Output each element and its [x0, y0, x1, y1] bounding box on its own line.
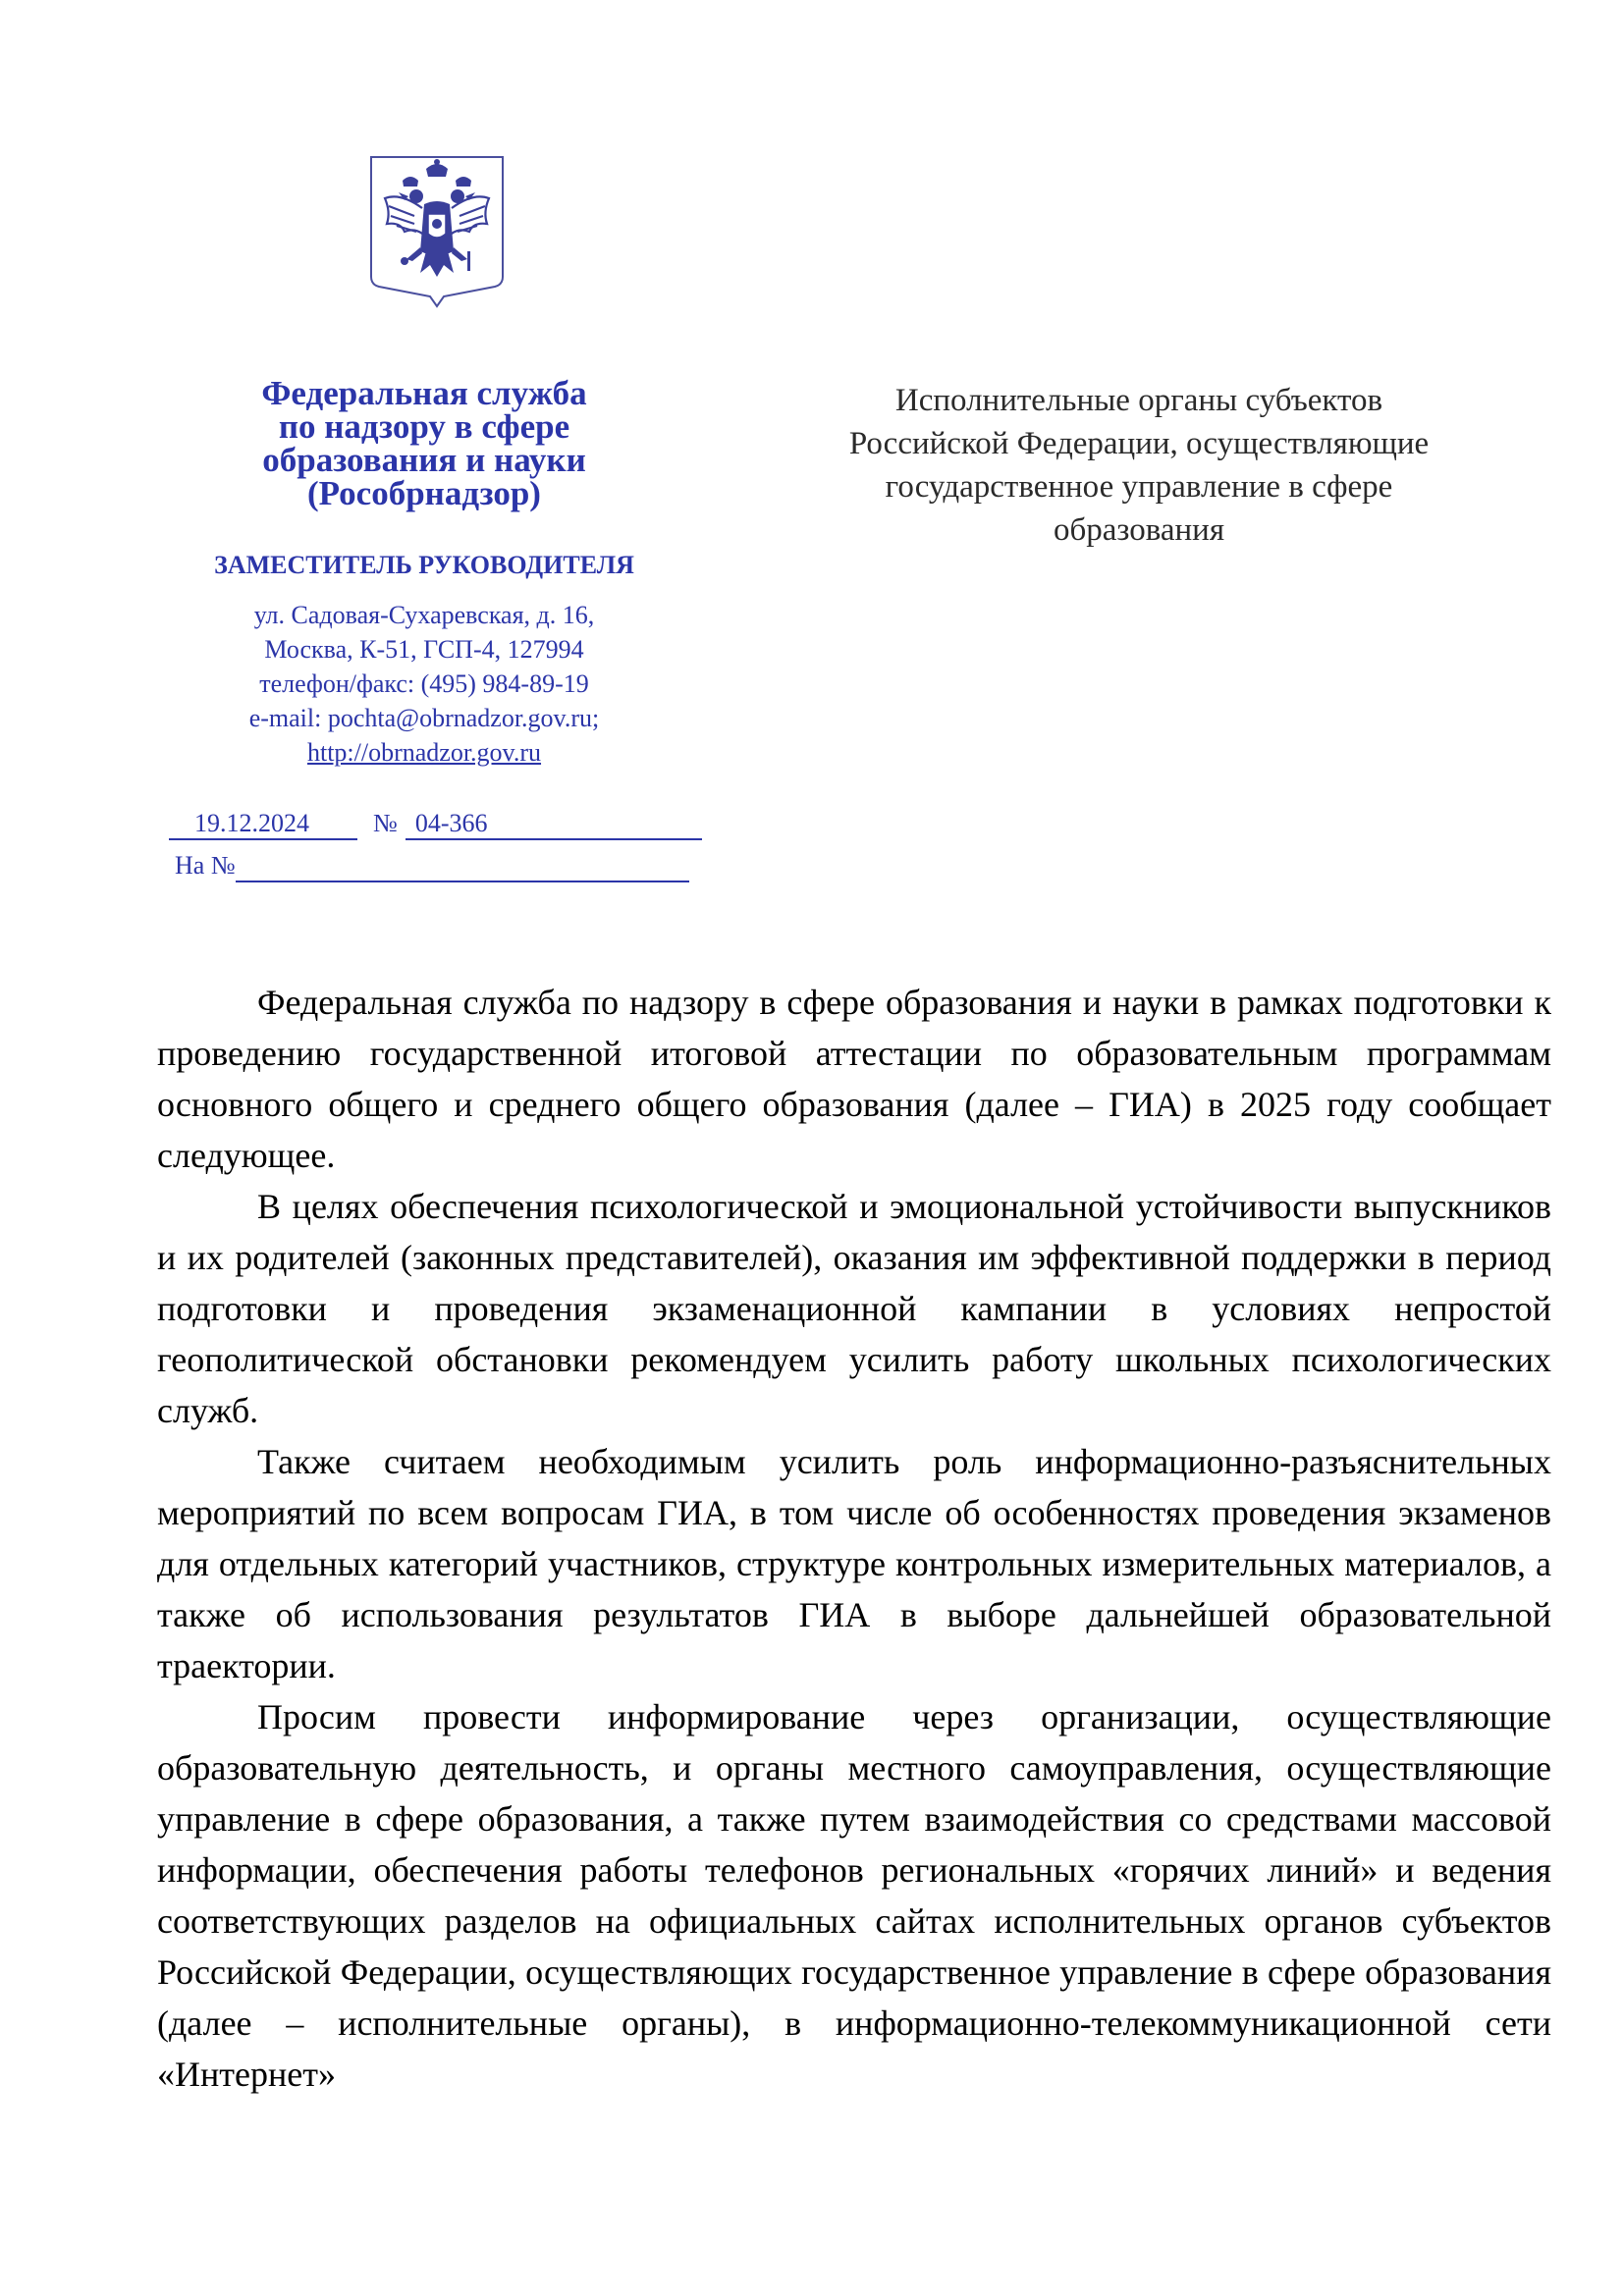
- reply-number-blank: [236, 851, 689, 882]
- body-paragraph: Федеральная служба по надзору в сфере образования и науки в рамках подготовки к проведению государственной итоговой аттестации по образовательным программам основного общего и среднего общего образования (далее – ГИА) в 2025 году сообщает следующее.: [157, 983, 1551, 1175]
- letterhead: [157, 374, 691, 770]
- signatory-position: ЗАМЕСТИТЕЛЬ РУКОВОДИТЕЛЯ: [214, 551, 634, 579]
- address-block: [157, 598, 691, 770]
- reply-reference: [175, 851, 689, 882]
- body-paragraph: Также считаем необходимым усилить роль информационно-разъяснительных мероприятий по всем вопросам ГИА, в том числе об особенностях проведения экзаменов для отдельных категорий участников, структуре контрольных измерительных материалов, а также об использования результатов ГИА в выборе дальнейшей образовательной траектории.: [157, 1442, 1551, 1685]
- address-line: Москва, К-51, ГСП-4, 127994: [264, 635, 584, 664]
- address-line: ул. Садовая-Сухаревская, д. 16,: [253, 601, 595, 629]
- org-name-line: по надзору в сфере: [278, 407, 570, 446]
- addressee-line: образования: [1053, 512, 1225, 548]
- letter-body: [157, 977, 1551, 2100]
- phone-line: телефон/факс: (495) 984-89-19: [259, 669, 589, 698]
- document-number: 04-366: [406, 809, 702, 840]
- org-name-line: образования и науки: [262, 441, 586, 479]
- addressee-line: Российской Федерации, осуществляющие: [848, 426, 1430, 461]
- number-sign: №: [373, 809, 398, 837]
- organization-name: [157, 374, 691, 512]
- website-link[interactable]: http://obrnadzor.gov.ru: [306, 738, 542, 767]
- org-name-line: (Рособрнадзор): [307, 474, 541, 512]
- addressee-line: Исполнительные органы субъектов: [894, 383, 1383, 418]
- body-paragraph: Просим провести информирование через организации, осуществляющие образовательную деятельность, и органы местного самоуправления, осуществляющие управление в сфере образования, а также путем взаимодействия со средствами массовой информации, обеспечения работы телефонов региональных «горячих линий» и ведения соответствующих разделов на официальных сайтах исполнительных органов субъектов Российской Федерации, осуществляющих государственное управление в сфере образования (далее – исполнительные органы), в информационно-телекоммуникационной сети «Интернет»: [157, 1697, 1551, 2094]
- body-paragraph: В целях обеспечения психологической и эмоциональной устойчивости выпускников и их родителей (законных представителей), оказания им эффективной поддержки в период подготовки и проведения экзаменационной кампании в условиях непростой геополитической обстановки рекомендуем усилить работу школьных психологических служб.: [157, 1187, 1551, 1430]
- document-date: 19.12.2024: [169, 809, 357, 840]
- addressee: [771, 379, 1507, 552]
- email-line: e-mail: pochta@obrnadzor.gov.ru;: [248, 704, 600, 732]
- reply-label: На №: [175, 851, 236, 880]
- org-name-line: Федеральная служба: [261, 374, 587, 412]
- registration-date-number: [169, 809, 702, 840]
- addressee-line: государственное управление в сфере: [885, 469, 1393, 505]
- russian-coat-of-arms-icon: [365, 153, 509, 308]
